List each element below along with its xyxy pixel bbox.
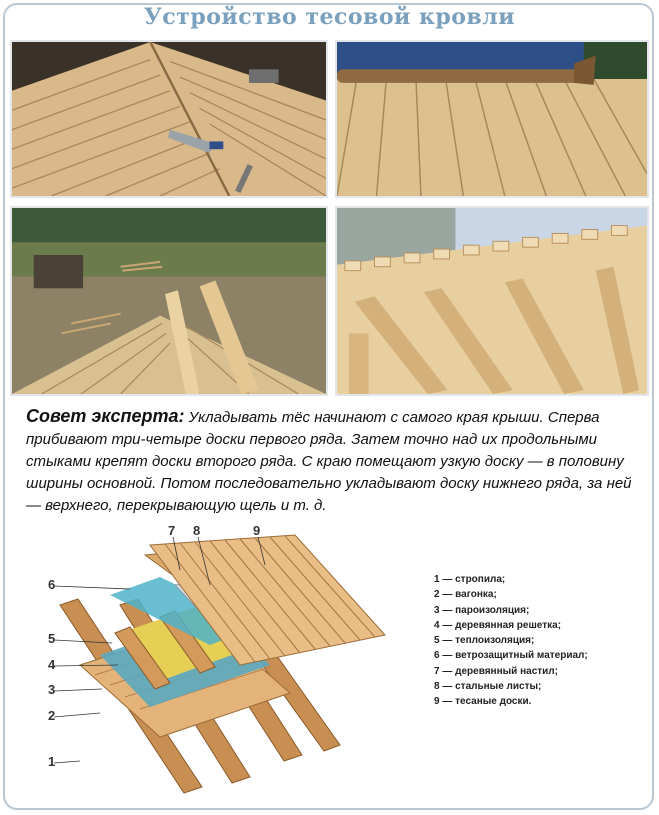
tip-text: Укладывать тёс начинают с самого края крыши. Сперва прибивают три-четыре доски первого ряда. Затем точно над их продольными стыками крепят доски второго ряда. С краю помещают узкую доску — в половину ширины основной. Потом последовательно укладывают доску нижнего ряда, за ней — верхнего, перекрывающую щель и т. д. <box>26 409 632 514</box>
legend-item: 7 — деревянный настил; <box>434 665 558 677</box>
photo-roof-eaves-underside <box>335 206 649 396</box>
legend-item: 1 — стропила; <box>434 574 506 585</box>
callout-8: 8 <box>193 523 201 538</box>
legend-item: 8 — стальные листы; <box>434 681 542 693</box>
legend-item: 9 — тесаные доски. <box>434 696 532 708</box>
callout-9: 9 <box>253 523 261 538</box>
legend-item: 2 — вагонка; <box>434 589 497 601</box>
roof-layer-diagram <box>40 515 410 800</box>
legend-item: 6 — ветрозащитный материал; <box>434 650 588 662</box>
photo-roof-with-saw <box>10 40 328 198</box>
callout-6: 6 <box>48 577 56 592</box>
legend-item: 4 — деревянная решетка; <box>434 619 562 631</box>
callout-1: 1 <box>48 754 56 769</box>
callout-3: 3 <box>48 682 56 697</box>
legend-item: 5 — теплоизоляция; <box>434 635 535 647</box>
callout-4: 4 <box>48 657 56 672</box>
diagram-legend <box>434 572 644 710</box>
page-title: Устройство тесовой кровли <box>143 4 516 30</box>
tip-lead: Совет эксперта: <box>26 406 185 426</box>
photo-roof-construction-site <box>10 206 328 396</box>
callout-5: 5 <box>48 631 56 646</box>
callout-2: 2 <box>48 708 56 723</box>
photo-roof-boards-closeup <box>335 40 649 198</box>
callout-7: 7 <box>168 523 176 538</box>
legend-item: 3 — пароизоляция; <box>434 604 530 616</box>
expert-tip <box>26 405 638 517</box>
